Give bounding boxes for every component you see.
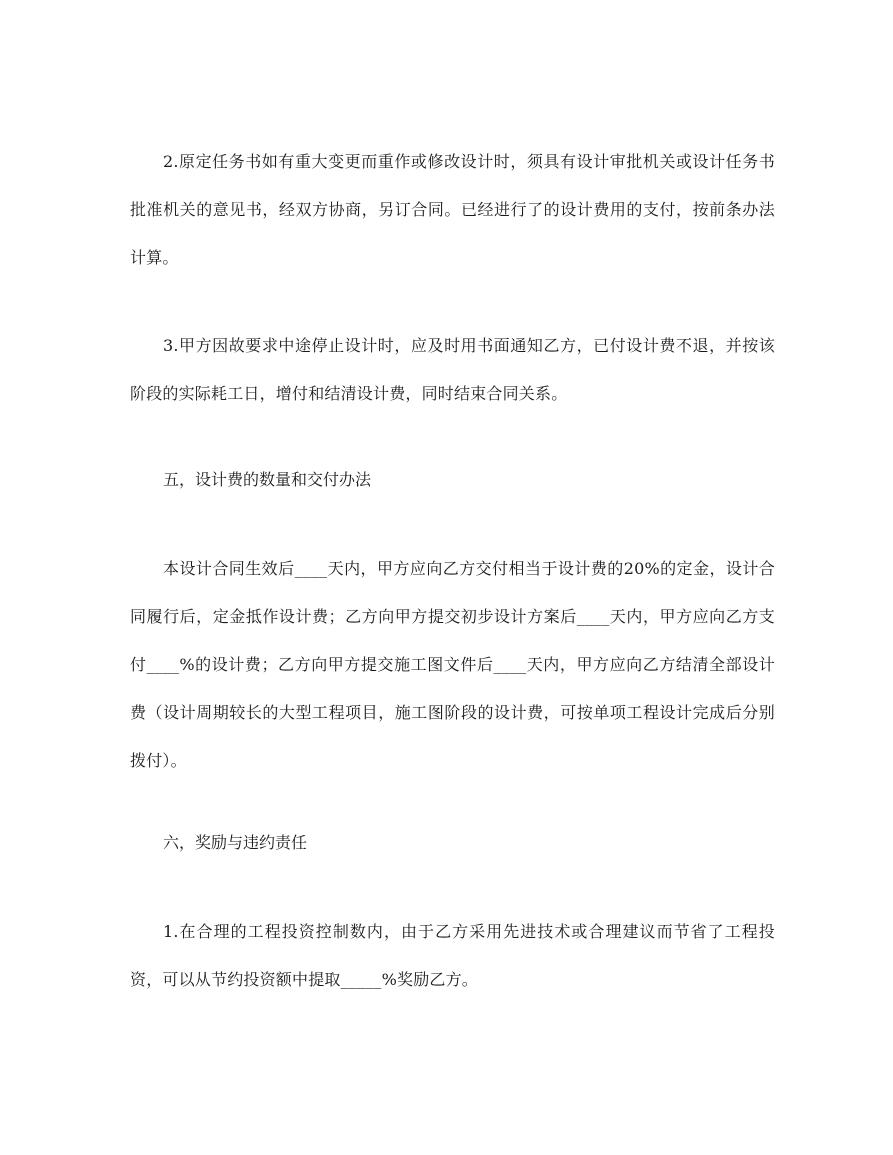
section-6-heading: 六，奖励与违约责任 (163, 833, 308, 852)
paragraph-item-2: 2.原定任务书如有重大变更而重作或修改设计时，须具有设计审批机关或设计任务书批准机关的意见书，经双方协商，另订合同。已经进行了的设计费用的支付，按前条办法计算。 (130, 152, 775, 267)
section-5-body: 本设计合同生效后____天内，甲方应向乙方交付相当于设计费的20%的定金，设计合同履行后，定金抵作设计费；乙方向甲方提交初步设计方案后____天内，甲方应向乙方支付____%的设计费；乙方向甲方提交施工图文件后____天内，甲方应向乙方结清全部设计费（设计周期较长的大型工程项目，施工图阶段的设计费，可按单项工程设计完成后分别拨付）。 (130, 559, 775, 770)
section-5-heading: 五，设计费的数量和交付办法 (163, 470, 372, 489)
paragraph-item-3: 3.甲方因故要求中途停止设计时，应及时用书面通知乙方，已付设计费不退，并按该阶段的实际耗工日，增付和结清设计费，同时结束合同关系。 (130, 336, 775, 403)
section-6-item-1: 1.在合理的工程投资控制数内，由于乙方采用先进技术或合理建议而节省了工程投资，可以从节约投资额中提取_____%奖励乙方。 (130, 922, 775, 989)
